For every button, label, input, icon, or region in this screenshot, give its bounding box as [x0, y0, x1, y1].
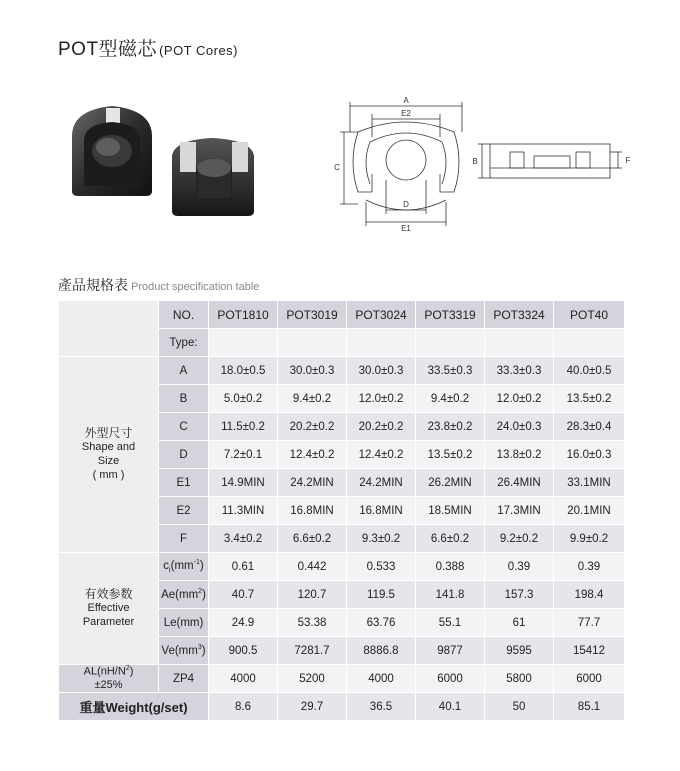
table-cell: 50: [485, 693, 554, 721]
table-cell: 12.4±0.2: [278, 441, 347, 469]
table-cell: 33.1MIN: [554, 469, 625, 497]
title-cn: POT型磁芯: [58, 39, 158, 60]
spec-heading-en: Product specification table: [131, 281, 260, 293]
param-superscript: -1: [193, 558, 200, 566]
header-model-pot3319: POT3319: [416, 301, 485, 329]
table-cell: 0.388: [416, 553, 485, 581]
table-cell: 13.8±0.2: [485, 441, 554, 469]
al-label-close: ): [129, 665, 134, 678]
table-cell: 9.4±0.2: [416, 385, 485, 413]
table-cell: 33.3±0.3: [485, 357, 554, 385]
table-cell: 24.2MIN: [278, 469, 347, 497]
dim-key-f: F: [159, 525, 209, 553]
table-cell: 24.2MIN: [347, 469, 416, 497]
table-cell: 6000: [416, 665, 485, 693]
table-cell: 0.39: [554, 553, 625, 581]
table-cell: 9.9±0.2: [554, 525, 625, 553]
table-cell: 40.7: [209, 581, 278, 609]
eff-group-cn: 有效参数: [84, 587, 133, 602]
table-cell: 7.2±0.1: [209, 441, 278, 469]
param-close: ): [199, 559, 204, 572]
dim-label-e1: E1: [401, 224, 411, 232]
al-label: [59, 665, 159, 693]
param-close: ): [201, 644, 206, 657]
table-header-row: [59, 301, 625, 329]
table-cell: 157.3: [485, 581, 554, 609]
table-cell: 12.0±0.2: [485, 385, 554, 413]
effective-parameter-group-label: [59, 553, 159, 665]
header-model-pot3324: POT3324: [485, 301, 554, 329]
table-cell: 61: [485, 609, 554, 637]
dim-key-b: B: [159, 385, 209, 413]
dim-label-b: B: [472, 157, 478, 166]
header-model-pot3024: POT3024: [347, 301, 416, 329]
param-unit: (mm: [175, 588, 199, 601]
al-label-text: AL(nH/N: [83, 665, 126, 678]
dim-label-e2: E2: [401, 109, 411, 118]
al-material: ZP4: [159, 665, 209, 693]
type-cell: [347, 329, 416, 357]
table-cell: 0.39: [485, 553, 554, 581]
param-name: Ve: [161, 644, 175, 657]
dim-key-a: A: [159, 357, 209, 385]
param-superscript: 3: [197, 644, 202, 652]
dim-key-d: D: [159, 441, 209, 469]
eff-group-en2: Parameter: [82, 616, 135, 628]
table-row-shape-a: [59, 357, 625, 385]
table-cell: 13.5±0.2: [554, 385, 625, 413]
al-label-sup: 2: [125, 665, 130, 672]
table-cell: 28.3±0.4: [554, 413, 625, 441]
table-cell: 26.4MIN: [485, 469, 554, 497]
table-cell: 3.4±0.2: [209, 525, 278, 553]
table-cell: 4000: [347, 665, 416, 693]
pot-core-photo: [62, 96, 272, 226]
table-cell: 20.2±0.2: [347, 413, 416, 441]
spec-heading: [58, 275, 259, 295]
table-cell: 6.6±0.2: [278, 525, 347, 553]
param-key-ae: [159, 581, 209, 609]
table-cell: 16.8MIN: [347, 497, 416, 525]
header-model-pot3019: POT3019: [278, 301, 347, 329]
table-cell: 17.3MIN: [485, 497, 554, 525]
table-cell: 30.0±0.3: [347, 357, 416, 385]
table-cell: 12.4±0.2: [347, 441, 416, 469]
table-cell: 141.8: [416, 581, 485, 609]
pot-core-dimension-drawing: [330, 92, 640, 232]
weight-label: 重量Weight(g/set): [59, 693, 209, 721]
table-cell: 23.8±0.2: [416, 413, 485, 441]
table-cell: 9.4±0.2: [278, 385, 347, 413]
table-cell: 12.0±0.2: [347, 385, 416, 413]
table-cell: 33.5±0.3: [416, 357, 485, 385]
table-cell: 15412: [554, 637, 625, 665]
al-tolerance: ±25%: [94, 678, 123, 691]
table-cell: 85.1: [554, 693, 625, 721]
table-cell: 18.0±0.5: [209, 357, 278, 385]
dim-key-e2: E2: [159, 497, 209, 525]
table-cell: 9595: [485, 637, 554, 665]
type-cell: [278, 329, 347, 357]
table-cell: 20.1MIN: [554, 497, 625, 525]
table-row-eff-c: [59, 553, 625, 581]
dim-label-f: F: [625, 156, 631, 165]
eff-group-en1: Effective: [87, 602, 130, 615]
type-label: Type:: [159, 329, 209, 357]
table-cell: 0.533: [347, 553, 416, 581]
table-cell: 18.5MIN: [416, 497, 485, 525]
param-key-ve: [159, 637, 209, 665]
table-cell: 6000: [554, 665, 625, 693]
al-label-line: [59, 665, 158, 679]
title-en: (POT Cores): [159, 43, 238, 58]
type-cell: [485, 329, 554, 357]
dim-key-e1: E1: [159, 469, 209, 497]
spec-heading-cn: 產品規格表: [58, 277, 128, 293]
table-cell: 0.61: [209, 553, 278, 581]
table-cell: 4000: [209, 665, 278, 693]
table-cell: 24.9: [209, 609, 278, 637]
table-cell: 8886.8: [347, 637, 416, 665]
table-cell: 7281.7: [278, 637, 347, 665]
table-cell: 63.76: [347, 609, 416, 637]
param-close: ): [202, 588, 206, 601]
table-cell: 5.0±0.2: [209, 385, 278, 413]
table-cell: 36.5: [347, 693, 416, 721]
table-cell: 6.6±0.2: [416, 525, 485, 553]
table-row-weight: [59, 693, 625, 721]
type-cell: [554, 329, 625, 357]
table-row-al: [59, 665, 625, 693]
shape-group-cn: 外型尺寸: [84, 426, 133, 441]
param-unit: (mm: [174, 644, 198, 657]
header-blank-cell: [59, 301, 159, 357]
dim-label-d: D: [403, 200, 409, 209]
table-cell: 11.5±0.2: [209, 413, 278, 441]
table-cell: 9.3±0.2: [347, 525, 416, 553]
table-cell: 29.7: [278, 693, 347, 721]
table-cell: 16.0±0.3: [554, 441, 625, 469]
table-cell: 8.6: [209, 693, 278, 721]
table-cell: 0.442: [278, 553, 347, 581]
shape-size-group-label: [59, 357, 159, 553]
table-cell: 26.2MIN: [416, 469, 485, 497]
dim-key-c: C: [159, 413, 209, 441]
header-no: NO.: [159, 301, 209, 329]
param-key-c: [159, 553, 209, 581]
table-cell: 5200: [278, 665, 347, 693]
table-cell: 24.0±0.3: [485, 413, 554, 441]
table-cell: 119.5: [347, 581, 416, 609]
table-cell: 40.1: [416, 693, 485, 721]
param-unit: (mm: [170, 559, 194, 572]
shape-group-unit: ( mm ): [92, 468, 125, 481]
table-cell: 11.3MIN: [209, 497, 278, 525]
table-cell: 5800: [485, 665, 554, 693]
table-cell: 55.1: [416, 609, 485, 637]
table-cell: 13.5±0.2: [416, 441, 485, 469]
param-unit: (mm): [176, 616, 204, 629]
type-cell: [209, 329, 278, 357]
spec-table: [58, 300, 625, 721]
param-name: Ae: [161, 588, 176, 601]
table-cell: 9.2±0.2: [485, 525, 554, 553]
page-title: [58, 34, 238, 61]
table-cell: 30.0±0.3: [278, 357, 347, 385]
param-name: Le: [163, 616, 177, 629]
param-key-le: [159, 609, 209, 637]
table-cell: 20.2±0.2: [278, 413, 347, 441]
dim-label-a: A: [403, 96, 409, 105]
table-cell: 40.0±0.5: [554, 357, 625, 385]
table-cell: 53.38: [278, 609, 347, 637]
table-cell: 198.4: [554, 581, 625, 609]
param-name: c: [163, 559, 170, 572]
table-cell: 77.7: [554, 609, 625, 637]
param-subscript: i: [169, 567, 171, 575]
table-cell: 16.8MIN: [278, 497, 347, 525]
type-cell: [416, 329, 485, 357]
header-model-pot40: POT40: [554, 301, 625, 329]
param-superscript: 2: [198, 588, 203, 596]
table-cell: 120.7: [278, 581, 347, 609]
table-cell: 14.9MIN: [209, 469, 278, 497]
shape-group-en2: Size: [97, 455, 120, 468]
table-cell: 9877: [416, 637, 485, 665]
dim-label-c: C: [334, 163, 340, 172]
shape-group-en1: Shape and: [81, 441, 136, 454]
header-model-pot1810: POT1810: [209, 301, 278, 329]
table-cell: 900.5: [209, 637, 278, 665]
